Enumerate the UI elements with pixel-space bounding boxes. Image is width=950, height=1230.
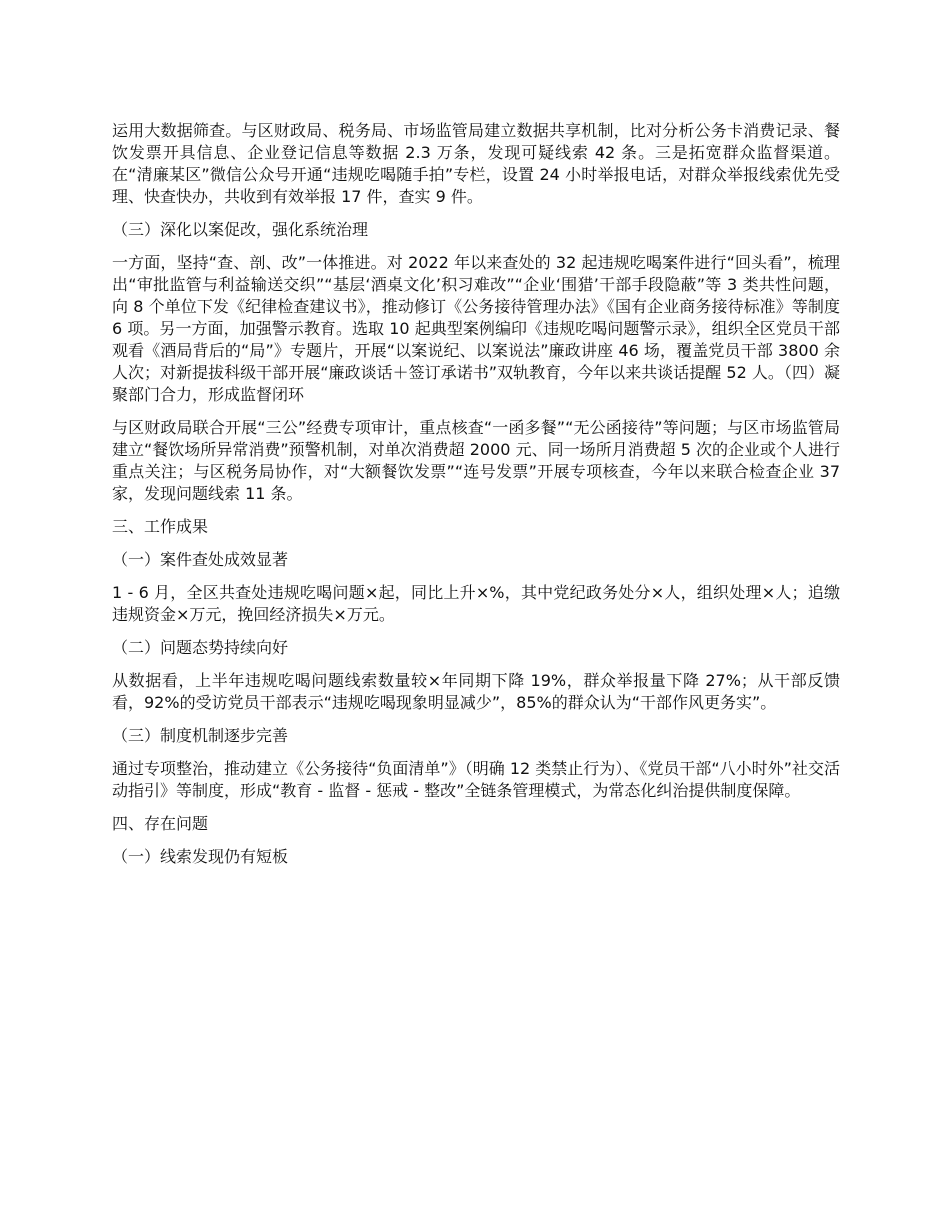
section-heading-case-reform: （三）深化以案促改，强化系统治理 — [112, 220, 369, 239]
paragraph-joint-supervision: 与区财政局联合开展“三公”经费专项审计，重点核查“一函多餐”“无公函接待”等问题；与区市场监管局建立“餐饮场所异常消费”预警机制，对单次消费超 2000 元、同一场所月消费超 5 次的企业或个人进行重点关注；与区税务局协作，对“大额餐饮发票”“连号发票”开展专项核查，今年以来联合检查企业 37 家，发现问题线索 11 条。 — [112, 418, 840, 503]
paragraph-mechanism: 通过专项整治，推动建立《公务接待“负面清单”》（明确 12 类禁止行为）、《党员干部“八小时外”社交活动指引》等制度，形成“教育 - 监督 - 惩戒 - 整改”全链条管理模式，为常态化纠治提供制度保障。 — [112, 759, 840, 800]
section-heading-results: 三、工作成果 — [112, 517, 209, 536]
section-heading-clue-shortcomings: （一）线索发现仍有短板 — [112, 847, 289, 866]
paragraph-case-reform: 一方面，坚持“查、剖、改”一体推进。对 2022 年以来查处的 32 起违规吃喝案件进行“回头看”，梳理出“审批监管与利益输送交织”“基层‘酒桌文化’积习难改”“企业‘围猎’干部手段隐蔽”等 3 类共性问题，向 8 个单位下发《纪律检查建议书》，推动修订《公务接待管理办法》《国有企业商务接待标准》等制度 6 项。另一方面，加强警示教育。选取 10 起典型案例编印《违规吃喝问题警示录》，组织全区党员干部观看《酒局背后的“局”》专题片，开展“以案说纪、以案说法”廉政讲座 46 场，覆盖党员干部 3800 余人次；对新提拔科级干部开展“廉政谈话＋签订承诺书”双轨教育，今年以来共谈话提醒 52 人。（四）凝聚部门合力，形成监督闭环 — [112, 253, 840, 404]
paragraph-data-screening: 运用大数据筛查。与区财政局、税务局、市场监管局建立数据共享机制，比对分析公务卡消费记录、餐饮发票开具信息、企业登记信息等数据 2.3 万条，发现可疑线索 42 条。三是拓宽群众监督渠道。在“清廉某区”微信公众号开通“违规吃喝随手拍”专栏，设置 24 小时举报电话，对群众举报线索优先受理、快查快办，共收到有效举报 17 件，查实 9 件。 — [112, 121, 840, 206]
document-page — [112, 120, 840, 879]
paragraph-case-results: 1 - 6 月，全区共查处违规吃喝问题×起，同比上升×%，其中党纪政务处分×人，组织处理×人；追缴违规资金×万元，挽回经济损失×万元。 — [112, 583, 840, 624]
section-heading-case-results: （一）案件查处成效显著 — [112, 550, 289, 569]
paragraph-trend: 从数据看，上半年违规吃喝问题线索数量较×年同期下降 19%，群众举报量下降 27%；从干部反馈看，92%的受访党员干部表示“违规吃喝现象明显减少”，85%的群众认为“干部作风更务实”。 — [112, 671, 840, 712]
section-heading-problems: 四、存在问题 — [112, 814, 209, 833]
section-heading-mechanism: （三）制度机制逐步完善 — [112, 726, 289, 745]
section-heading-trend: （二）问题态势持续向好 — [112, 638, 289, 657]
